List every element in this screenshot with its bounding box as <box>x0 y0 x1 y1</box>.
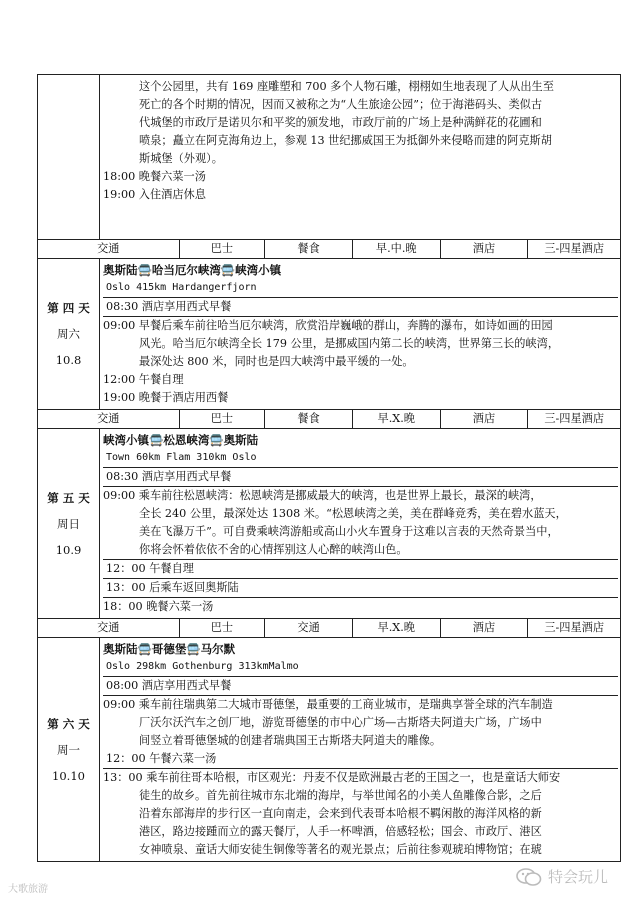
day3-text-4: 喷泉；矗立在阿克海角边上，参观 13 世纪挪威国王为抵御外来侵略而建的阿克斯胡 <box>139 134 552 147</box>
day4-lunch: 12:00 午餐自理 <box>103 373 184 386</box>
wechat-icon <box>516 867 542 887</box>
day5-weekday: 周日 <box>57 516 80 531</box>
day3-text-3: 代城堡的市政厅是诺贝尔和平奖的颁发地，市政厅前的广场上是种满鲜花的花圃和 <box>139 116 542 129</box>
day4-breakfast: 08:30 酒店享用西式早餐 <box>103 298 618 317</box>
footer-hotel-label: 酒店 <box>441 619 529 637</box>
day5-date: 10.9 <box>55 542 82 557</box>
day3-text-5: 斯城堡（外观）。 <box>139 152 223 165</box>
footer-hotel-value: 三-四星酒店 <box>544 242 605 255</box>
day6-breakfast: 08:00 酒店享用西式早餐 <box>103 677 618 696</box>
day4-dinner: 19:00 晚餐于酒店用西餐 <box>103 391 229 404</box>
footer-transport-value: 巴士 <box>180 240 266 258</box>
day5-content <box>100 429 621 619</box>
day4-route-en: Oslo 415km Hardangerfjorn <box>103 279 618 298</box>
footer-meal-label: 餐食 <box>265 240 353 258</box>
day4-label-cell <box>38 259 100 410</box>
footer-transport-value: 巴士 <box>180 410 266 428</box>
day4-row <box>38 259 621 410</box>
day6-label-cell <box>38 638 100 862</box>
day5-label-cell <box>38 429 100 619</box>
day6-activity-8: 女神喷泉、童话大师安徒生铜像等著名的观光景点；后前往参观琥珀博物馆；在琥 <box>139 843 542 856</box>
empty-day-cell <box>38 75 100 240</box>
footer-meal-label: 交通 <box>265 619 353 637</box>
day4-activity-1: 09:00 早餐后乘车前往哈当厄尔峡湾，欣赏沿岸巍峨的群山，奔腾的瀑布，如诗如画的田园 <box>103 319 553 332</box>
footer-hotel-value: 三-四星酒店 <box>544 621 605 634</box>
day3-continuation-row <box>38 75 621 240</box>
day6-activity-1: 09:00 乘车前往瑞典第二大城市哥德堡，最重要的工商业城市，是瑞典享誉全球的汽车制造 <box>103 698 553 711</box>
footer-meal-value: 早.X.晚 <box>353 619 441 637</box>
day3-content <box>100 75 621 240</box>
footer-meal-value: 早.中.晚 <box>353 240 441 258</box>
day5-dinner: 18：00 晚餐六菜一汤 <box>103 600 214 613</box>
day6-date: 10.10 <box>52 768 85 783</box>
itinerary-table <box>37 74 621 862</box>
footer-transport-label: 交通 <box>38 410 180 428</box>
watermark-right <box>516 866 608 887</box>
itinerary-table-wrap <box>37 74 621 862</box>
day5-row <box>38 429 621 619</box>
footer-meal-label: 餐食 <box>265 410 353 428</box>
day3-text-1: 这个公园里，共有 169 座雕塑和 700 多个人物石雕，栩栩如生地表现了人从出生至 <box>139 80 554 93</box>
footer-hotel-value: 三-四星酒店 <box>544 412 605 425</box>
day4-footer-row <box>38 410 621 429</box>
footer-meal-value: 早.X.晚 <box>353 410 441 428</box>
day3-dinner: 18:00 晚餐六菜一汤 <box>103 170 206 183</box>
day6-route-en: Oslo 298km Gothenburg 313kmMalmo <box>103 658 618 677</box>
day6-lunch: 12：00 午餐六菜一汤 <box>103 750 618 769</box>
day5-lunch: 12：00 午餐自理 <box>103 560 618 579</box>
watermark-left-text: 大歌旅游 <box>8 884 48 895</box>
day5-route-en: Town 60km Flam 310km Oslo <box>103 449 618 468</box>
watermark-left <box>8 880 48 895</box>
day5-footer <box>38 619 621 638</box>
day5-route: 峡湾小镇🚍松恩峡湾🚍奥斯陆 <box>103 433 259 447</box>
day3-text-2: 死亡的各个时期的情况，因而又被称之为“人生旅途公园”；位于海港码头、类似古 <box>139 98 543 111</box>
day5-activity-2: 全长 240 公里，最深处达 1308 米。“松恩峡湾之美，美在群峰竞秀，美在碧水蓝天， <box>139 507 567 520</box>
day6-row <box>38 638 621 862</box>
day5-footer-row <box>38 619 621 638</box>
day6-route: 奥斯陆🚍哥德堡🚍马尔默 <box>103 642 236 656</box>
day6-number: 第 六 天 <box>47 716 90 731</box>
day5-number: 第 五 天 <box>47 490 90 505</box>
day6-weekday: 周一 <box>57 742 80 757</box>
day4-activity-2: 风光。哈当厄尔峡湾全长 179 公里，是挪威国内第二长的峡湾，世界第三长的峡湾， <box>139 337 560 350</box>
footer-hotel-label: 酒店 <box>441 410 529 428</box>
day4-number: 第 四 天 <box>47 301 90 315</box>
day6-content <box>100 638 621 862</box>
day4-date: 10.8 <box>55 353 82 367</box>
day5-activity-1: 09:00 乘车前往松恩峡湾：松恩峡湾是挪威最大的峡湾，也是世界上最长，最深的峡湾， <box>103 489 542 502</box>
day4-route: 奥斯陆🚍哈当厄尔峡湾🚍峡湾小镇 <box>103 263 282 277</box>
footer-transport-label: 交通 <box>38 619 180 637</box>
footer-transport-label: 交通 <box>38 240 180 258</box>
day4-activity-3: 最深处达 800 米，同时也是四大峡湾中最平缓的一处。 <box>139 355 414 368</box>
watermark-right-text: 特会玩儿 <box>548 868 609 886</box>
day6-activity-6: 沿着东部海岸的步行区一直向南走，会来到代表哥本哈根不羁闲散的海洋风格的新 <box>139 807 542 820</box>
day6-activity-7: 港区，路边接踵而立的露天餐厅，人手一杯啤酒，倍感轻松；国会、市政厅、港区 <box>139 825 542 838</box>
day3-hotel: 19:00 入住酒店休息 <box>103 188 206 201</box>
day5-activity-4: 你将会怀着依依不舍的心情挥别这人心醉的峡湾山色。 <box>103 541 618 560</box>
day6-activity-3: 间竖立着哥德堡城的创建者瑞典国王古斯塔夫阿道夫的雕像。 <box>139 734 442 747</box>
day5-breakfast: 08:30 酒店享用西式早餐 <box>103 468 618 487</box>
day4-weekday: 周六 <box>57 327 80 341</box>
day3-footer <box>38 240 621 259</box>
day4-content <box>100 259 621 410</box>
day5-activity-3: 美在飞瀑万千”。可自费乘峡湾游船或高山小火车置身于这难以言表的天然奇景当中， <box>139 525 559 538</box>
footer-hotel-label: 酒店 <box>441 240 529 258</box>
day6-activity-5: 徒生的故乡。首先前往城市东北端的海岸，与举世闻名的小美人鱼雕像合影，之后 <box>139 789 542 802</box>
day3-footer-row <box>38 240 621 259</box>
day6-activity-2: 厂沃尔沃汽车之创厂地，游览哥德堡的市中心广场—古斯塔夫阿道夫广场，广场中 <box>139 716 542 729</box>
footer-transport-value: 巴士 <box>180 619 266 637</box>
day6-activity-4: 13：00 乘车前往哥本哈根，市区观光：丹麦不仅是欧洲最古老的王国之一，也是童话大师安 <box>103 771 561 784</box>
day5-return: 13：00 后乘车返回奥斯陆 <box>103 579 618 598</box>
day4-footer <box>38 410 621 429</box>
